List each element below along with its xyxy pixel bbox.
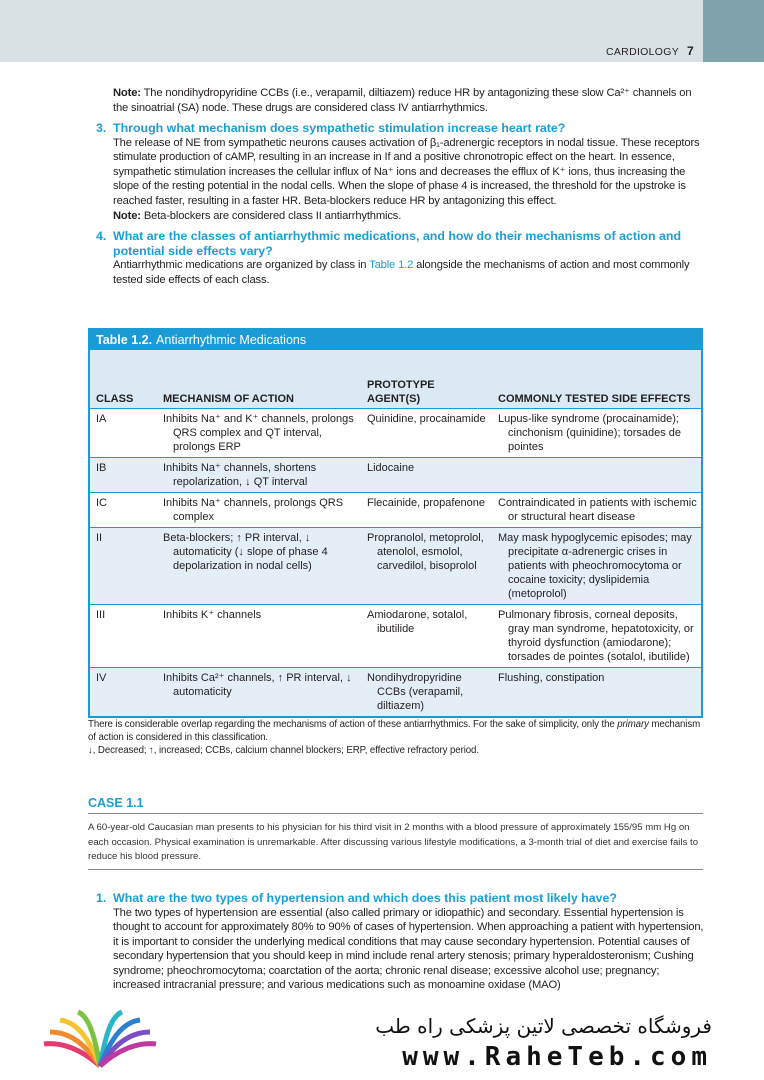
table-cell: Lupus-like syndrome (procainamide); cinchonism (quinidine); torsades de pointes <box>492 408 701 457</box>
table-label: Table 1.2. <box>96 333 153 347</box>
table-link[interactable]: Table 1.2 <box>369 259 414 272</box>
table-row <box>90 457 701 492</box>
table-cell: IB <box>90 457 157 492</box>
table-cell: Inhibits Ca²⁺ channels, ↑ PR interval, ↓ automaticity <box>157 667 361 716</box>
case-question-1 <box>96 891 708 993</box>
page-number: 7 <box>687 44 694 58</box>
section-name: CARDIOLOGY <box>606 46 680 58</box>
question-answer: The release of NE from sympathetic neurons causes activation of β₁-adrenergic receptors in nodal tissue. These receptors stimulate production of cAMP, resulting in an increase in If and a positive chronotropic effect on the heart. In essence, sympathetic stimulation increases the cellular influx of Na⁺ ions and decreases the efflux of K⁺ ions, thus increasing the slope of the resting potential in the nodal cells. When the slope of phase 4 is increased, the threshold for the upstroke is reached faster, resulting in a faster HR. Beta-blockers reduce HR by antagonizing this effect. <box>113 136 700 208</box>
column-header: COMMONLY TESTED SIDE EFFECTS <box>492 350 701 408</box>
footnote-abbreviations: ↓, Decreased; ↑, increased; CCBs, calcium channel blockers; ERP, effective refractory period. <box>88 745 479 756</box>
footnote-text: There is considerable overlap regarding the mechanisms of action of these antiarrhythmics. For the sake of simplicity, only the <box>88 719 618 730</box>
footnote-overlap <box>88 718 708 744</box>
shop-name: فروشگاه تخصصی لاتین پزشکی راه طب <box>375 1014 712 1038</box>
column-header: MECHANISM OF ACTION <box>157 350 361 408</box>
table-cell: IV <box>90 667 157 716</box>
table-cell: Nondihydropyridine CCBs (verapamil, diltiazem) <box>361 667 492 716</box>
table-cell: Propranolol, metoprolol, atenolol, esmolol, carvedilol, bisoprolol <box>361 527 492 604</box>
note-label: Note: <box>113 209 141 222</box>
question-answer: The two types of hypertension are essential (also called primary or idiopathic) and secondary. Essential hypertension is thought to account for approximately 80% to 90% of cases of hypertension. When approaching a patient with hypertension, it is important to consider the underlying medical conditions that may cause secondary hypertension. Potential causes of secondary hypertension that you should keep in mind include renal artery stenosis; primary hyperaldosteronism; Cushing syndrome; pheochromocytoma; coarctation of the aorta; chronic renal disease; excessive alcohol use; pregnancy; increased intracranial pressure; and various medications such as monoamine oxidase (MAO) <box>113 906 704 992</box>
note-text: The nondihydropyridine CCBs (i.e., verapamil, diltiazem) reduce HR by antagonizing these slow Ca²⁺ channels on the sinoatrial (SA) node. These drugs are considered class IV antiarrhythmics. <box>113 87 692 114</box>
table-cell: Quinidine, procainamide <box>361 408 492 457</box>
question-note <box>96 209 708 224</box>
header-tab <box>703 0 764 62</box>
table-row <box>90 408 701 457</box>
question-number: 3. <box>96 121 107 136</box>
footnote-emphasis: primary <box>617 719 649 730</box>
note-paragraph <box>96 86 708 115</box>
note-label: Note: <box>113 87 141 99</box>
question-title: What are the two types of hypertension and which does this patient most likely have? <box>113 891 617 905</box>
question-number: 1. <box>96 891 107 905</box>
table-cell: Inhibits K⁺ channels <box>157 604 361 667</box>
watermark-footer <box>0 996 764 1080</box>
table-cell: Contraindicated in patients with ischemic or structural heart disease <box>492 492 701 527</box>
table-footnote <box>88 718 708 757</box>
case-divider <box>88 869 703 870</box>
table-cell: Beta-blockers; ↑ PR interval, ↓ automaticity (↓ slope of phase 4 depolarization in nodal cells) <box>157 527 361 604</box>
question-title: Through what mechanism does sympathetic stimulation increase heart rate? <box>113 121 566 136</box>
table-cell: Pulmonary fibrosis, corneal deposits, gray man syndrome, hepatotoxicity, or thyroid dysfunction (amiodarone); torsades de pointes (sotalol, ibutilide) <box>492 604 701 667</box>
table-row <box>90 527 701 604</box>
main-content <box>96 86 708 287</box>
question-title: What are the classes of antiarrhythmic medications, and how do their mechanisms of action and potential side effects vary? <box>113 229 682 258</box>
answer-text: alongside the mechanisms of action and most commonly tested side effects of each class. <box>113 259 690 286</box>
question-4 <box>96 229 708 287</box>
antiarrhythmic-table <box>88 328 703 718</box>
table-cell <box>492 457 701 492</box>
column-header: PROTOTYPE AGENT(S) <box>361 350 492 408</box>
table-cell: Flushing, constipation <box>492 667 701 716</box>
answer-text: Antiarrhythmic medications are organized by class in <box>113 259 370 272</box>
question-answer <box>96 258 708 287</box>
case-text: A 60-year-old Caucasian man presents to his physician for his third visit in 2 months with a blood pressure of approximately 155/95 mm Hg on each occasion. Physical examination is unremarkable. After discussing various lifestyle modifications, a 3-month trial of diet and exercise fails to reduce his blood pressure. <box>88 822 699 863</box>
column-header: CLASS <box>90 350 157 408</box>
table-grid <box>90 350 701 716</box>
table-row <box>90 492 701 527</box>
shop-url[interactable]: www.RaheTeb.com <box>402 1042 712 1072</box>
footnote-text: mechanism of action is considered in this classification. <box>88 719 701 743</box>
table-row <box>90 604 701 667</box>
table-cell: IA <box>90 408 157 457</box>
table-cell: Inhibits Na⁺ channels, prolongs QRS complex <box>157 492 361 527</box>
table-row <box>90 667 701 716</box>
table-cell: Flecainide, propafenone <box>361 492 492 527</box>
table-cell: May mask hypoglycemic episodes; may precipitate α-adrenergic crises in patients with pheochromocytoma or cocaine toxicity; dyslipidemia (metoprolol) <box>492 527 701 604</box>
table-cell: II <box>90 527 157 604</box>
case-divider <box>88 813 703 814</box>
header-band <box>0 0 703 62</box>
open-book-logo-icon <box>40 1008 160 1074</box>
question-3 <box>96 121 708 223</box>
running-head <box>606 44 694 58</box>
table-caption: Antiarrhythmic Medications <box>156 333 307 347</box>
case-heading: CASE 1.1 <box>88 796 144 810</box>
table-cell: III <box>90 604 157 667</box>
table-cell: Lidocaine <box>361 457 492 492</box>
note-text: Beta-blockers are considered class II antiarrhythmics. <box>143 209 402 222</box>
question-number: 4. <box>96 229 107 244</box>
table-header-row <box>90 350 701 408</box>
table-cell: Amiodarone, sotalol, ibutilide <box>361 604 492 667</box>
table-cell: Inhibits Na⁺ and K⁺ channels, prolongs QRS complex and QT interval, prolongs ERP <box>157 408 361 457</box>
table-cell: Inhibits Na⁺ channels, shortens repolarization, ↓ QT interval <box>157 457 361 492</box>
table-title <box>90 330 701 350</box>
table-cell: IC <box>90 492 157 527</box>
